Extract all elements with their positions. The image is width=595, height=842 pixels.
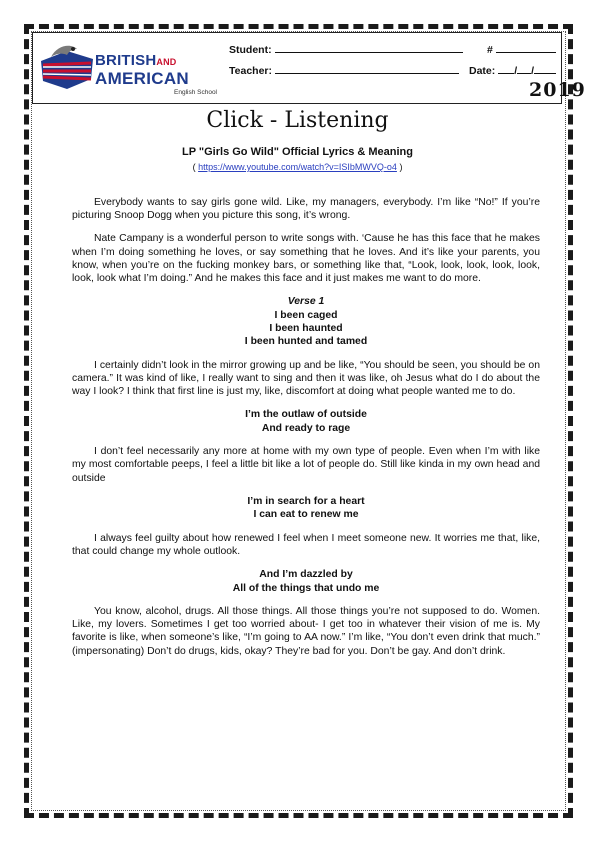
lyric-line: I’m the outlaw of outside xyxy=(245,409,367,421)
year-label: 2019 xyxy=(529,79,586,101)
lyric-block-4 xyxy=(72,568,540,595)
lyric-block-3 xyxy=(72,495,540,522)
lyrics-content xyxy=(72,196,540,668)
verse-label: Verse 1 xyxy=(287,296,325,308)
paragraph-4: I don’t feel necessarily any more at home with my own type of people. Even when I’m with like my most comfortable peeps, I feel a little bit like a lot of people do. Still like kinda in my own head and outside xyxy=(72,446,540,484)
worksheet-header xyxy=(32,32,586,104)
paragraph-1: Everybody wants to say girls gone wild. Like, my managers, everybody. I’m like “No!” If you’re picturing Snoop Dogg when you picture this song, it’s wrong. xyxy=(72,197,540,222)
date-field[interactable]: Date: / / xyxy=(469,64,556,77)
lyric-line: And ready to rage xyxy=(261,422,351,434)
number-field[interactable] xyxy=(487,43,556,56)
eagle-flag-icon xyxy=(37,39,97,97)
youtube-link[interactable]: https://www.youtube.com/watch?v=ISIbMWVQ-o4 xyxy=(198,162,397,172)
lyric-line: I’m in search for a heart xyxy=(247,495,365,507)
lyric-block-1 xyxy=(72,295,540,349)
page-title: Click - Listening xyxy=(206,108,389,133)
lyric-line: I been caged xyxy=(274,309,338,321)
lyric-line: I been hunted and tamed xyxy=(244,336,368,348)
school-logo xyxy=(37,39,223,99)
song-subtitle: LP "Girls Go Wild" Official Lyrics & Meaning xyxy=(182,146,413,158)
lyric-line: All of the things that undo me xyxy=(232,582,380,594)
source-link-line: ( https://www.youtube.com/watch?v=ISIbMWVQ-o4 ) xyxy=(192,162,403,172)
lyric-block-2 xyxy=(72,408,540,435)
paragraph-6: You know, alcohol, drugs. All those things. All those things you’re not supposed to do. Women. Like, my lovers. Sometimes I get too worried about- I get too in whatever their vision of me is. My favorite is like, when someone’s like, “I’m going to AA now.” I’m like, “You don’t even drink that much.” (impersonating) Don’t do drugs, kids, okay? They’re bad for you. Don’t be gay. And don’t drink. xyxy=(72,605,540,657)
lyric-line: And I’m dazzled by xyxy=(259,569,353,581)
paragraph-5: I always feel guilty about how renewed I feel when I meet someone new. It worries me that, like, that could change my whole outlook. xyxy=(72,532,540,557)
student-label: Student: xyxy=(229,44,272,56)
teacher-field[interactable] xyxy=(229,64,459,77)
paragraph-3: I certainly didn’t look in the mirror growing up and be like, “You should be seen, you should be on camera.” It was kind of like, I really want to sing and then it was like, oh Jesus what do I do about the way I look? I think that first line is just my, like, discomfort at doing what people wanted me to do. xyxy=(72,359,540,398)
number-label: # xyxy=(487,44,493,56)
logo-wordmark: BRITISHAND AMERICAN English School xyxy=(95,52,217,96)
lyric-line: I can eat to renew me xyxy=(253,509,359,521)
teacher-label: Teacher: xyxy=(229,65,272,77)
student-field[interactable] xyxy=(229,43,463,56)
lyric-line: I been haunted xyxy=(269,323,343,335)
date-label: Date: xyxy=(469,65,496,77)
paragraph-2: Nate Campany is a wonderful person to write songs with. ‘Cause he has this face that he makes when I’m doing something he loves, or say something that he loves. And it’s like your parents, you know, when you’re on the fucking monkey bars, or something like that, “Look, look, look, look, look, look, look what I’m doing.” And he makes this face and it just makes me want to do more. xyxy=(72,233,540,285)
